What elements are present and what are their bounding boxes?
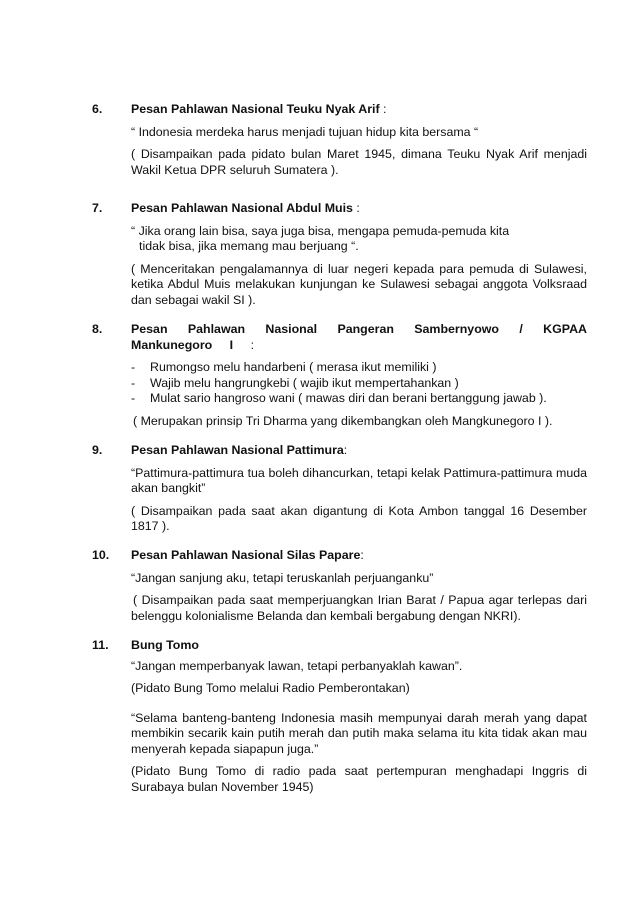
section-number: 10. [92,548,110,562]
list-item-text: Wajib melu hangrungkebi ( wajib ikut mempertahankan ) [150,375,459,390]
heading-text: Pesan Pahlawan Nasional Teuku Nyak Arif [131,102,380,116]
heading-text: Pesan Pahlawan Nasional Pattimura [131,443,344,457]
heading-text: Pesan Pahlawan Nasional Silas Papare [131,548,361,562]
note-text: ( Merupakan prinsip Tri Dharma yang dikembangkan oleh Mangkunegoro I ). [133,413,553,428]
note-text: (Pidato Bung Tomo melalui Radio Pemberontakan) [131,681,410,695]
section-number: 11. [92,638,109,652]
quote-line-1: “ Jika orang lain bisa, saya juga bisa, mengapa pemuda-pemuda kita [131,223,510,238]
section-heading [131,443,587,459]
section-number: 7. [92,201,103,215]
section-number: 8. [92,322,103,336]
heading-colon: : [343,443,348,457]
quote-line-2: tidak bisa, jika memang mau berjuang “. [139,239,359,253]
section-heading [131,548,587,564]
list-item [131,360,587,376]
section-body [131,443,587,535]
list-item-text: Mulat sario hangroso wani ( mawas diri dan berani bertanggung jawab ). [150,391,547,405]
dash-bullet: - [131,375,136,390]
list-item [131,391,587,407]
note-text: ( Disampaikan pada saat memperjuangkan Irian Barat / Papua agar terlepas dari belenggu kolonialisme Belanda dan kembali bergabung dengan NKRI). [131,593,587,623]
quote-text: “Selama banteng-banteng Indonesia masih mempunyai darah merah yang dapat membikin secarik kain putih merah dan putih maka selama itu kita tidak akan mau menyerah kepada siapapun juga.” [131,710,587,756]
section-number: 6. [92,102,103,116]
quote-text: “Jangan sanjung aku, tetapi teruskanlah perjuanganku” [131,570,434,585]
note-text: ( Menceritakan pengalamannya di luar negeri kepada para pemuda di Sulawesi, ketika Abdul Muis melakukan kunjungan ke Sulawesi sebagai anggota Volksraad dan sebagai wakil SI ). [131,261,587,307]
heading-colon: : [360,548,364,562]
quote-text: “Pattimura-pattimura tua boleh dihancurkan, tetapi kelak Pattimura-pattimura muda akan bangkit” [131,465,587,495]
list-item [131,376,587,392]
dash-bullet: - [131,360,136,374]
section-body [131,322,587,429]
heading-colon: : [379,102,387,116]
section-number: 9. [92,443,103,457]
section-body [131,548,587,624]
heading-text: Pesan Pahlawan Nasional Pangeran Sambernyowo / KGPAA Mankunegoro I [131,322,587,352]
quote-text: “ Indonesia merdeka harus menjadi tujuan hidup kita bersama “ [131,124,479,139]
section-body [131,638,587,795]
section-body [131,201,587,308]
section-heading [131,201,587,217]
heading-text: Pesan Pahlawan Nasional Abdul Muis [131,201,353,215]
section-heading [131,102,587,118]
section-heading [131,322,587,353]
note-text: ( Disampaikan pada pidato bulan Maret 1945, dimana Teuku Nyak Arif menjadi Wakil Ketua DPR seluruh Sumatera ). [131,147,587,177]
dash-bullet: - [131,391,136,405]
list-item-text: Rumongso melu handarbeni ( merasa ikut memiliki ) [150,360,437,374]
quote-text [131,224,587,255]
quote-text: “Jangan memperbanyak lawan, tetapi perbanyaklah kawan”. [131,658,463,673]
section-heading: Bung Tomo [131,638,199,652]
note-text: ( Disampaikan pada saat akan digantung di Kota Ambon tanggal 16 Desember 1817 ). [131,503,587,533]
section-body [131,102,587,178]
principle-list [131,360,587,407]
heading-colon: : [233,337,255,352]
heading-colon: : [352,201,360,215]
note-text: (Pidato Bung Tomo di radio pada saat pertempuran menghadapi Inggris di Surabaya bulan November 1945) [131,764,587,794]
